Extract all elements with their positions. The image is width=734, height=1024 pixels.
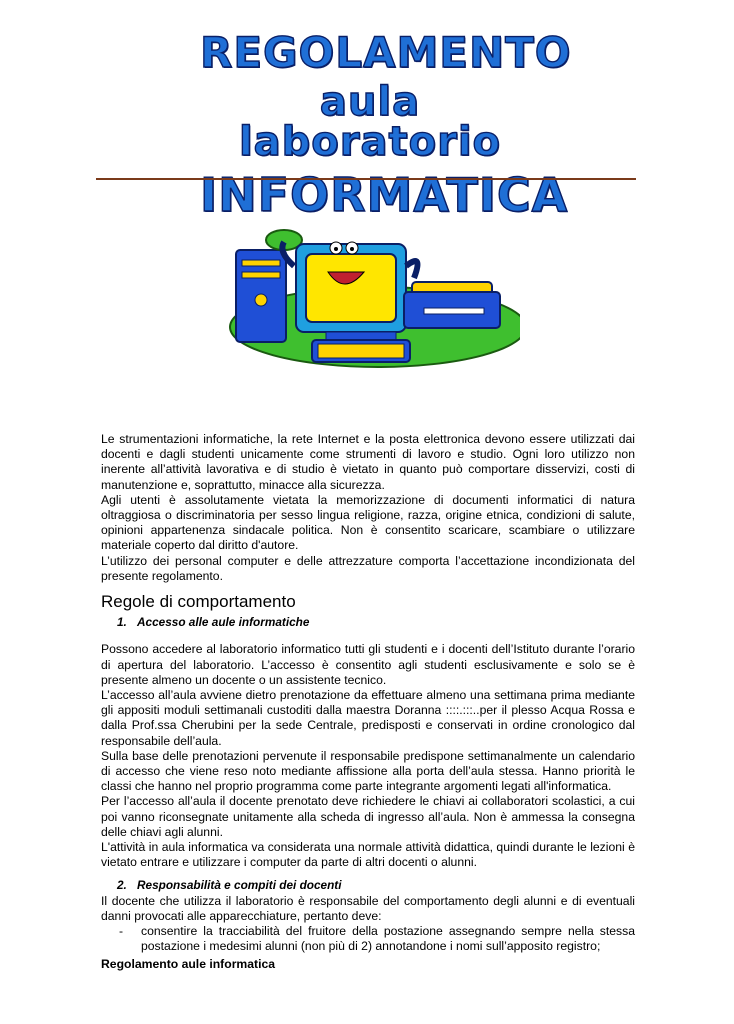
subsection-title: Accesso alle aule informatiche	[137, 615, 310, 630]
intro-paragraph: Agli utenti è assolutamente vietata la memorizzazione di documenti informatici di natura oltraggiosa o discriminatoria per sesso lingua religione, razza, origine etnica, condizioni di salute, opinioni appartenenza sindacale politica. Non è consentito scaricare, scambiare o utilizzare materiale coperto dal diritto d'autore.	[101, 492, 635, 553]
body-paragraph: Per l’accesso all’aula il docente prenotato deve richiedere le chiavi ai collaboratori scolastici, a cui poi vanno riconsegnate unitamente alla scheda di ingresso all’aula. Non è ammessa la consegna delle chiavi agli alunni.	[101, 794, 635, 839]
title-line-2: aula laboratorio	[238, 79, 502, 165]
title-line-3: INFORMATICA	[200, 168, 569, 222]
title-divider	[96, 178, 636, 180]
subsection-number: 2.	[117, 878, 127, 893]
subsection-number: 1.	[117, 615, 127, 630]
intro-paragraph: L’utilizzo dei personal computer e delle attrezzature comporta l’accettazione incondizionata del presente regolamento.	[101, 553, 635, 583]
duties-list	[101, 924, 635, 954]
list-item	[101, 924, 635, 954]
body-paragraph: Sulla base delle prenotazioni pervenute il responsabile predispone settimanalmente un calendario di accesso che viene reso noto mediante affissione alla porta dell’aula stessa. Hanno priorità le classi che hanno nel proprio programma come parte integrante argomenti legati all'informatica.	[101, 748, 635, 794]
footer-bold-line: Regolamento aule informatica	[101, 956, 276, 971]
computer-illustration	[228, 222, 520, 382]
body-paragraph: Il docente che utilizza il laboratorio è responsabile del comportamento degli alunni e di eventuali danni provocati alle apparecchiature, pertanto deve:	[101, 893, 635, 923]
subsection-title: Responsabilità e compiti dei docenti	[137, 878, 342, 893]
intro-paragraph: Le strumentazioni informatiche, la rete Internet e la posta elettronica devono essere utilizzati dai docenti e dagli studenti unicamente come strumenti di lavoro e studio. Ogni loro utilizzo non inerente all’attività lavorativa e di studio è vietato in quanto può comportare disservizi, costi di manutenzione e, soprattutto, minacce alla sicurezza.	[101, 432, 635, 492]
subsection-heading-2	[101, 878, 635, 893]
section-heading: Regole di comportamento	[101, 592, 296, 612]
body-paragraph: Possono accedere al laboratorio informatico tutti gli studenti e i docenti dell’Istituto durante l’orario di apertura del laboratorio. L’accesso è consentito agli studenti esclusivamente e solo se è presente almeno un docente o un assistente tecnico.	[101, 642, 635, 687]
subsection-heading-1	[101, 615, 635, 630]
body-paragraph: L'attività in aula informatica va considerata una normale attività didattica, quindi durante le lezioni è vietato entrare e utilizzare i computer da parte di altri docenti o alunni.	[101, 840, 635, 870]
body-paragraph: L’accesso all’aula avviene dietro prenotazione da effettuare almeno una settimana prima mediante gli appositi moduli settimanali custoditi dalla maestra Doranna ::::.:::..per il plesso Acqua Rossa e dalla Prof.ssa Cherubini per la sede Centrale, predisposti e conservati in ordine cronologico dal responsabile dell’aula.	[101, 688, 635, 748]
document-body	[101, 432, 635, 972]
title-line-1: REGOLAMENTO	[200, 28, 572, 77]
dash-bullet-icon: -	[119, 924, 124, 939]
document-title	[200, 28, 572, 222]
list-item-text: consentire la tracciabilità del fruitore della postazione assegnando sempre nella stessa postazione i medesimi alunni (non più di 2) annotandone i nomi sull’apposito registro;	[141, 924, 635, 954]
